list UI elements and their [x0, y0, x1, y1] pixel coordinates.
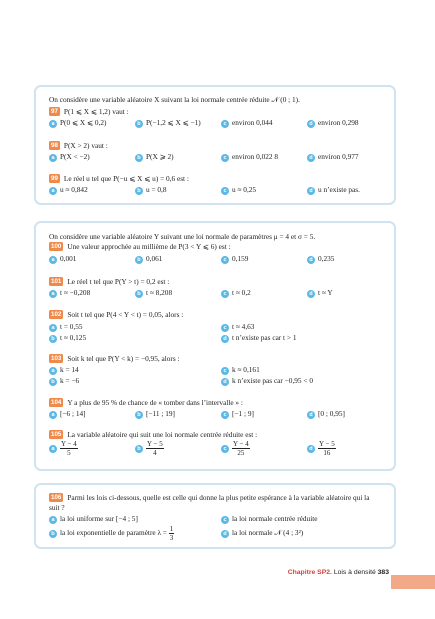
question-stem: Soit t tel que P(4 < Y < t) = 0,05, alors :	[67, 310, 184, 319]
letter-b-icon: b	[135, 154, 143, 162]
option-101b[interactable]: b t ≈ 8,208	[135, 288, 172, 298]
letter-d-icon: d	[307, 120, 315, 128]
letter-a-icon: a	[49, 154, 57, 162]
option-101a[interactable]: a t ≈ −0,208	[49, 288, 90, 298]
fraction: $\frac{Y - 4}{5}$	[61, 440, 77, 457]
page-number: 383	[377, 569, 389, 576]
letter-b-icon: b	[49, 378, 57, 386]
option-102a[interactable]: a t = 0,55	[49, 322, 83, 332]
option-103c[interactable]: c k ≈ 0,161	[221, 365, 260, 375]
question-number: 104	[51, 399, 62, 406]
option-97b[interactable]: b P(−1,2 ⩽ X ⩽ −1)	[135, 118, 201, 128]
box2-intro: On considère une variable aléatoire Y suivant une loi normale de paramètres μ = 4 et σ = 5.	[49, 232, 316, 241]
option-101c[interactable]: c t ≈ 0,2	[221, 288, 251, 298]
option-97d[interactable]: d environ 0,298	[307, 118, 359, 128]
option-105d[interactable]	[307, 440, 336, 457]
question-103	[49, 354, 180, 363]
letter-d-icon: d	[307, 256, 315, 264]
option-106b[interactable]: b la loi exponentielle de paramètre λ = $\frac{1}{3}$	[49, 525, 174, 542]
fraction: $\frac{Y - 5}{4}$	[147, 440, 163, 457]
option-106d[interactable]: d la loi normale 𝒩 (4 ; 3²)	[221, 528, 303, 538]
letter-a-icon: a	[49, 367, 57, 375]
option-102d[interactable]: d t n’existe pas car t > 1	[221, 333, 297, 343]
question-stem: Le réel t tel que P(Y > t) = 0,2 est :	[67, 277, 170, 286]
question-102	[49, 310, 183, 319]
option-98d[interactable]: d environ 0,977	[307, 152, 359, 162]
letter-a-icon: a	[49, 324, 57, 332]
question-stem: P(X > 2) vaut :	[63, 141, 108, 150]
fraction: $\frac{Y - 5}{16}$	[319, 440, 335, 457]
option-100d[interactable]: d 0,235	[307, 254, 334, 264]
question-stem: Soit k tel que P(Y < k) = −0,95, alors :	[67, 354, 180, 363]
letter-c-icon: c	[221, 256, 229, 264]
question-stem: Le réel u tel que P(−u ⩽ X ⩽ u) = 0,6 est :	[63, 174, 189, 183]
letter-a-icon: a	[49, 120, 57, 128]
option-99c[interactable]: c u ≈ 0,25	[221, 185, 256, 195]
question-stem: Parmi les lois ci-dessous, quelle est celle qui donne la plus petite espérance à la variable aléatoire qui la	[67, 493, 370, 502]
option-106a[interactable]: a la loi uniforme sur [−4 ; 5]	[49, 514, 138, 524]
option-102b[interactable]: b t ≈ 0,125	[49, 333, 86, 343]
fraction: $\frac{Y - 4}{25}$	[233, 440, 249, 457]
letter-a-icon: a	[49, 256, 57, 264]
letter-c-icon: c	[221, 516, 229, 524]
question-number: 98	[51, 142, 58, 149]
option-105c[interactable]	[221, 440, 250, 457]
question-stem: Y a plus de 95 % de chance de « tomber dans l’intervalle » :	[67, 398, 243, 407]
letter-d-icon: d	[307, 445, 315, 453]
letter-a-icon: a	[49, 516, 57, 524]
letter-c-icon: c	[221, 290, 229, 298]
option-105b[interactable]	[135, 440, 164, 457]
letter-d-icon: d	[221, 530, 229, 538]
letter-a-icon: a	[49, 445, 57, 453]
letter-c-icon: c	[221, 411, 229, 419]
option-98c[interactable]: c environ 0,022 8	[221, 152, 278, 162]
fraction: $\frac{1}{3}$	[169, 525, 174, 542]
question-106	[49, 493, 369, 502]
page-edge-tab	[391, 575, 435, 589]
letter-d-icon: d	[307, 154, 315, 162]
question-stem: Une valeur approchée au millième de P(3 < Y ⩽ 6) est :	[67, 242, 231, 251]
question-99	[49, 174, 189, 183]
question-number: 102	[51, 311, 62, 318]
letter-c-icon: c	[221, 324, 229, 332]
letter-d-icon: d	[307, 187, 315, 195]
option-98b[interactable]: b P(X ⩾ 2)	[135, 152, 174, 162]
option-104a[interactable]: a [−6 ; 14]	[49, 409, 86, 419]
question-105	[49, 430, 257, 439]
option-100c[interactable]: c 0,159	[221, 254, 248, 264]
letter-c-icon: c	[221, 154, 229, 162]
letter-b-icon: b	[135, 290, 143, 298]
letter-b-icon: b	[49, 335, 57, 343]
letter-c-icon: c	[221, 120, 229, 128]
question-number: 100	[51, 243, 62, 250]
letter-d-icon: d	[307, 290, 315, 298]
letter-b-icon: b	[49, 530, 57, 538]
option-106c[interactable]: c la loi normale centrée réduite	[221, 514, 318, 524]
letter-a-icon: a	[49, 187, 57, 195]
letter-d-icon: d	[221, 378, 229, 386]
letter-b-icon: b	[135, 187, 143, 195]
page-footer	[288, 569, 389, 576]
chapter-label: Chapitre SP2.	[287, 569, 332, 576]
exercise-box-3	[34, 483, 396, 549]
letter-d-icon: d	[307, 411, 315, 419]
letter-c-icon: c	[221, 445, 229, 453]
question-stem: La variable aléatoire qui suit une loi normale centrée réduite est :	[67, 430, 258, 439]
question-stem-continued: suit ?	[49, 503, 65, 512]
question-number: 97	[51, 108, 58, 115]
option-104d[interactable]: d [0 ; 0,95]	[307, 409, 345, 419]
exercise-box-2	[34, 221, 396, 471]
exercise-box-1	[34, 85, 396, 205]
option-97a[interactable]: a P(0 ⩽ X ⩽ 0,2)	[49, 118, 106, 128]
letter-b-icon: b	[135, 256, 143, 264]
question-number: 105	[51, 431, 62, 438]
option-99d[interactable]: d u n’existe pas.	[307, 185, 360, 195]
question-101	[49, 277, 169, 286]
letter-b-icon: b	[135, 445, 143, 453]
option-103b[interactable]: b k = −6	[49, 376, 79, 386]
question-98	[49, 141, 108, 150]
option-104b[interactable]: b [−11 ; 19]	[135, 409, 175, 419]
option-97c[interactable]: c environ 0,044	[221, 118, 273, 128]
letter-a-icon: a	[49, 411, 57, 419]
option-100b[interactable]: b 0,061	[135, 254, 162, 264]
letter-a-icon: a	[49, 290, 57, 298]
chapter-title: Lois à densité	[333, 569, 376, 576]
letter-c-icon: c	[221, 187, 229, 195]
option-101d[interactable]: d t ≈ Y	[307, 288, 333, 298]
question-number: 106	[51, 494, 62, 501]
option-102c[interactable]: c t ≈ 4,63	[221, 322, 254, 332]
question-number: 103	[51, 355, 62, 362]
letter-c-icon: c	[221, 367, 229, 375]
letter-b-icon: b	[135, 411, 143, 419]
question-97	[49, 107, 129, 116]
box1-intro: On considère une variable aléatoire X suivant la loi normale centrée réduite 𝒩 (0 ; 1).	[49, 95, 300, 104]
option-98a[interactable]: a P(X < −2)	[49, 152, 90, 162]
question-number: 99	[51, 175, 58, 182]
option-99a[interactable]: a u ≈ 0,842	[49, 185, 88, 195]
option-105a[interactable]	[49, 440, 78, 457]
option-100a[interactable]: a 0,001	[49, 254, 76, 264]
option-104c[interactable]: c [−1 ; 9]	[221, 409, 254, 419]
letter-d-icon: d	[221, 335, 229, 343]
option-99b[interactable]: b u = 0,8	[135, 185, 167, 195]
question-104	[49, 398, 243, 407]
letter-b-icon: b	[135, 120, 143, 128]
question-number: 101	[51, 278, 62, 285]
option-103a[interactable]: a k = 14	[49, 365, 79, 375]
question-stem: P(1 ⩽ X ⩽ 1,2) vaut :	[63, 107, 129, 116]
option-103d[interactable]: d k n’existe pas car −0,95 < 0	[221, 376, 313, 386]
question-100	[49, 242, 231, 251]
